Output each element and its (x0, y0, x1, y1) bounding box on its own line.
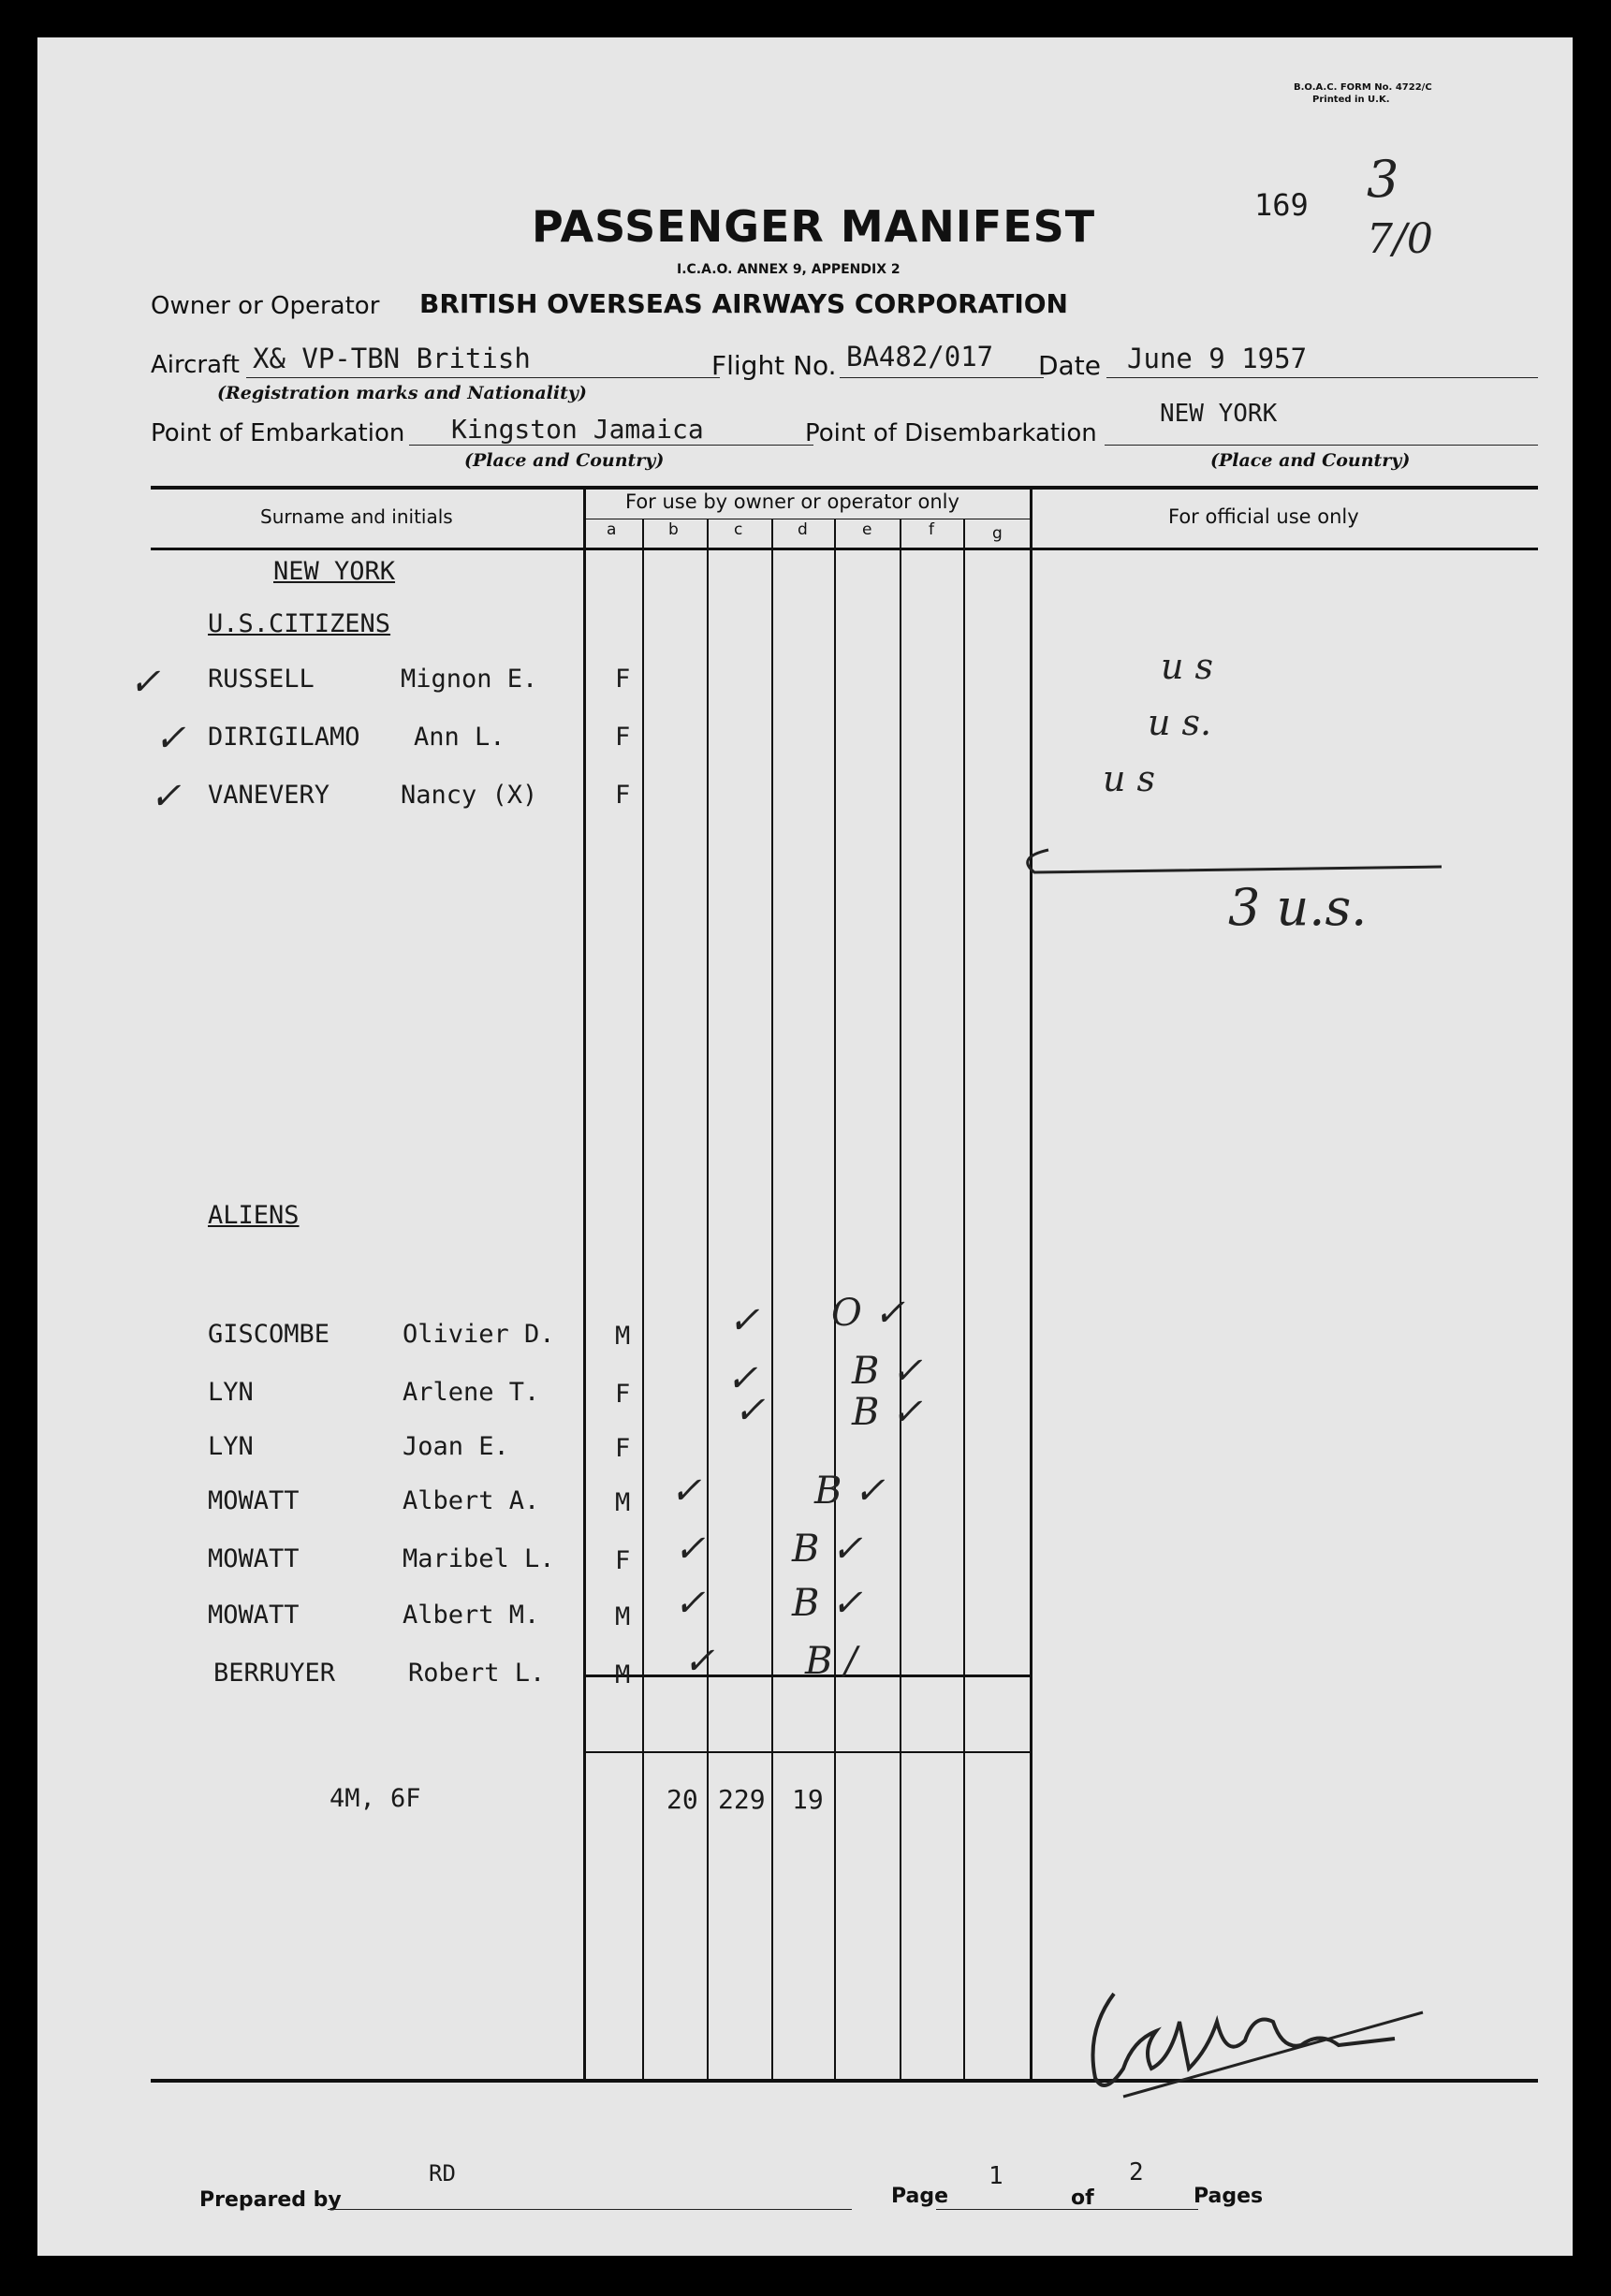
prepared-by-label: Prepared by (199, 2188, 342, 2212)
aircraft-value: X& VP-TBN British (253, 343, 531, 374)
total-col-d: 19 (792, 1784, 824, 1815)
passenger-given-name: Albert A. (403, 1486, 540, 1515)
official-use-header: For official use only (1168, 505, 1359, 528)
disembarkation-label: Point of Disembarkation (805, 419, 1097, 447)
col-c-mark: ✓ (726, 1357, 758, 1400)
passenger-given-name: Robert L. (408, 1659, 546, 1688)
title-subtitle: I.C.A.O. ANNEX 9, APPENDIX 2 (677, 262, 901, 277)
date-value: June 9 1957 (1127, 343, 1308, 374)
page-title: PASSENGER MANIFEST (532, 201, 1096, 252)
passenger-sex: F (615, 1434, 631, 1463)
official-total: 3 u.s. (1228, 878, 1368, 937)
col-d-mark: B ✓ (792, 1582, 863, 1625)
prepared-by-value: RD (429, 2160, 456, 2186)
official-note: u s (1103, 758, 1156, 799)
passenger-surname: LYN (208, 1432, 254, 1461)
aircraft-note: (Registration marks and Nationality) (217, 383, 587, 403)
passenger-surname: DIRIGILAMO (208, 723, 360, 752)
col-b-mark: ✓ (674, 1582, 706, 1625)
aliens-heading: ALIENS (208, 1201, 300, 1230)
passenger-sex: M (615, 1488, 631, 1517)
manifest-sheet (37, 37, 1573, 2256)
col-header-d: d (798, 520, 808, 539)
passenger-given-name: Albert M. (403, 1601, 540, 1630)
embarkation-note: (Place and Country) (464, 450, 665, 471)
col-c-mark: ✓ (728, 1299, 760, 1342)
col-header-e: e (862, 520, 872, 539)
handwritten-corner-fraction: 7/0 (1367, 215, 1433, 263)
passenger-given-name: Nancy (X) (401, 781, 538, 810)
passenger-surname: LYN (208, 1378, 254, 1407)
total-pages: 2 (1129, 2158, 1144, 2186)
totals-label: 4M, 6F (330, 1784, 421, 1813)
col-d-mark: B ✓ (792, 1528, 863, 1571)
flight-value: BA482/017 (846, 341, 994, 373)
passenger-given-name: Ann L. (414, 723, 505, 752)
col-header-g: g (992, 524, 1003, 543)
passenger-sex: F (615, 781, 631, 810)
passenger-sex: F (615, 1546, 631, 1575)
passenger-sex: F (615, 1380, 631, 1409)
col-e-mark: B ✓ (852, 1391, 923, 1434)
form-reference: B.O.A.C. FORM No. 4722/C (1294, 82, 1432, 93)
col-d-mark: B ✓ (814, 1470, 886, 1513)
page-label: Page (891, 2185, 949, 2208)
surname-header: Surname and initials (260, 505, 453, 528)
col-d-mark: B / (805, 1640, 857, 1683)
passenger-sex: F (615, 723, 631, 752)
page-number: 1 (989, 2162, 1003, 2190)
aircraft-label: Aircraft (151, 351, 240, 379)
passenger-surname: GISCOMBE (208, 1320, 330, 1349)
passenger-sex: F (615, 665, 631, 694)
passenger-surname: MOWATT (208, 1486, 300, 1515)
col-b-mark: ✓ (670, 1470, 702, 1513)
passenger-surname: MOWATT (208, 1601, 300, 1630)
check-mark: ✓ (150, 775, 182, 818)
passenger-sex: M (615, 1660, 631, 1689)
embarkation-value: Kingston Jamaica (451, 414, 704, 445)
passenger-given-name: Joan E. (403, 1432, 509, 1461)
operator-value: BRITISH OVERSEAS AIRWAYS CORPORATION (419, 288, 1068, 319)
date-label: Date (1038, 350, 1101, 381)
pages-label: Pages (1194, 2185, 1264, 2208)
col-e-mark: O ✓ (831, 1292, 906, 1335)
passenger-surname: MOWATT (208, 1544, 300, 1573)
col-b-mark: ✓ (674, 1528, 706, 1571)
official-note: u s. (1148, 702, 1212, 743)
passenger-given-name: Arlene T. (403, 1378, 540, 1407)
col-b-mark: ✓ (683, 1640, 715, 1683)
disembarkation-value: NEW YORK (1160, 400, 1278, 428)
total-col-c: 229 (718, 1784, 766, 1815)
col-header-f: f (929, 520, 934, 539)
col-c-mark: ✓ (734, 1389, 766, 1432)
col-header-a: a (607, 520, 617, 539)
passenger-surname: RUSSELL (208, 665, 315, 694)
official-note: u s (1161, 646, 1214, 687)
passenger-surname: BERRUYER (213, 1659, 336, 1688)
printed-in-note: Printed in U.K. (1312, 95, 1390, 105)
disembarkation-note: (Place and Country) (1210, 450, 1411, 471)
stamp-number: 169 (1254, 187, 1309, 223)
col-e-mark: B ✓ (852, 1350, 923, 1393)
total-col-b: 20 (666, 1784, 698, 1815)
flight-label: Flight No. (711, 350, 837, 381)
operator-use-header: For use by owner or operator only (625, 490, 959, 513)
col-header-c: c (734, 520, 743, 539)
of-label: of (1071, 2186, 1094, 2210)
col-header-b: b (668, 520, 679, 539)
check-mark: ✓ (154, 717, 186, 760)
passenger-sex: M (615, 1602, 631, 1631)
citizens-heading: U.S.CITIZENS (208, 609, 391, 638)
passenger-given-name: Maribel L. (403, 1544, 555, 1573)
handwritten-corner-number: 3 (1367, 150, 1399, 209)
signature (1067, 1956, 1442, 2125)
passenger-sex: M (615, 1322, 631, 1351)
passenger-given-name: Mignon E. (401, 665, 538, 694)
check-mark: ✓ (129, 661, 161, 704)
embarkation-label: Point of Embarkation (151, 419, 405, 447)
passenger-given-name: Olivier D. (403, 1320, 555, 1349)
operator-label: Owner or Operator (151, 292, 380, 320)
passenger-surname: VANEVERY (208, 781, 330, 810)
destination-heading: NEW YORK (273, 557, 396, 586)
